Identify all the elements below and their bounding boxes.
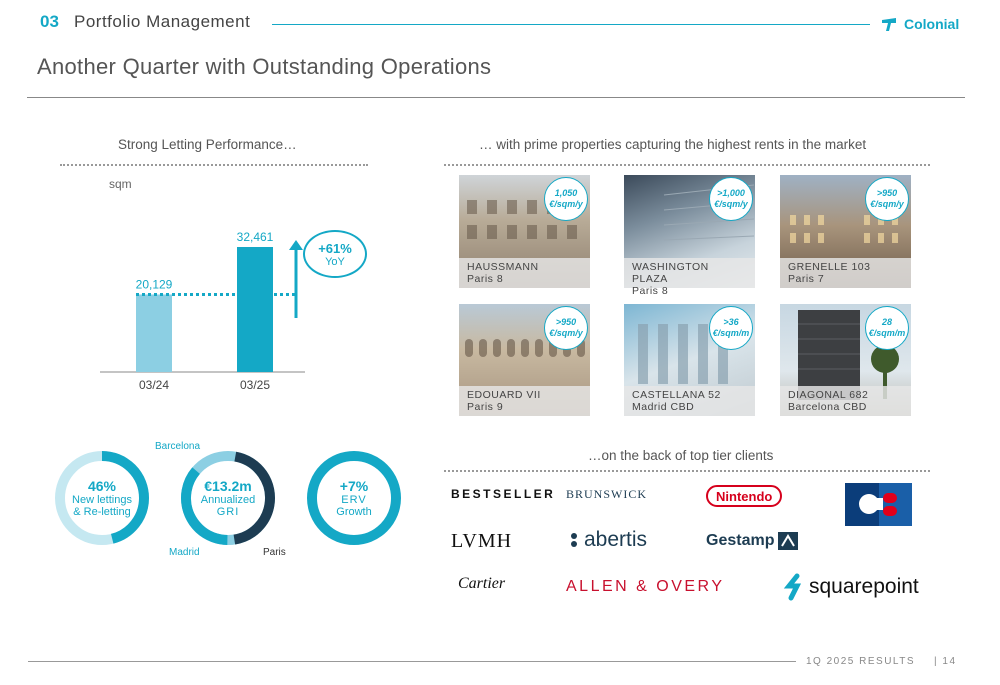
title-rule: [27, 97, 965, 98]
property-caption: [459, 258, 590, 288]
page-title: Another Quarter with Outstanding Operations: [37, 54, 492, 79]
property-name: EDOUARD VII: [467, 389, 541, 401]
letting-heading: Strong Letting Performance…: [118, 137, 297, 152]
client-logo-squarepoint: [785, 574, 919, 600]
erv-value: +7%: [339, 478, 369, 494]
rent-value: >950: [876, 188, 898, 198]
property-location: Paris 9: [467, 401, 504, 413]
property-photo-castellana: [624, 304, 755, 416]
rent-unit: €/sqm/y: [549, 328, 583, 338]
client-logo-bestseller: BESTSELLER: [451, 487, 556, 501]
growth-value: +61%: [318, 240, 352, 256]
property-name: WASHINGTON PLAZA: [632, 261, 709, 285]
rent-unit: €/sqm/y: [549, 199, 583, 209]
category-label: 03/24: [138, 378, 170, 392]
city-paris: Paris: [263, 547, 286, 558]
gri-label-2: GRI: [216, 506, 240, 518]
bar-value-label: 32,461: [236, 230, 274, 244]
dotted-divider: [444, 470, 930, 472]
abertis-text: abertis: [584, 528, 648, 551]
property-photo-washington-plaza: [624, 175, 755, 297]
client-logo-gestamp: [706, 532, 798, 550]
lettings-value: 46%: [87, 478, 117, 494]
rent-badge: [544, 177, 588, 221]
colonial-logo: [880, 14, 959, 34]
property-photo-haussmann: [459, 175, 590, 288]
client-logo-allen-overy: ALLEN & OVERY: [566, 578, 725, 595]
city-barcelona: Barcelona: [155, 441, 201, 452]
property-caption: [624, 258, 755, 297]
property-location: Madrid CBD: [632, 401, 695, 413]
rent-value: >950: [555, 317, 577, 327]
lettings-donut: [50, 450, 154, 546]
property-name: DIAGONAL 682: [788, 389, 869, 401]
erv-label-1: ERV: [341, 494, 367, 506]
section-number: 03: [40, 12, 59, 31]
client-logo-abertis: [568, 528, 647, 552]
rent-unit: €/sqm/m: [712, 328, 750, 338]
bar-03-24: [136, 294, 172, 372]
bar-03-25: [237, 247, 273, 372]
rent-unit: €/sqm/m: [868, 328, 906, 338]
rent-value: >36: [723, 317, 739, 327]
section-title: Portfolio Management: [74, 12, 251, 31]
property-name: HAUSSMANN: [467, 261, 539, 273]
footer-page-number: | 14: [934, 656, 957, 667]
rent-badge: [865, 177, 909, 221]
client-logo-brunswick: BRUNSWICK: [566, 487, 648, 501]
gestamp-text: Gestamp: [706, 532, 775, 549]
cb-card-icon: [845, 483, 912, 526]
rent-value: 28: [881, 317, 892, 327]
gri-value: €13.2m: [204, 478, 252, 494]
erv-donut: [302, 450, 406, 546]
dotted-divider: [444, 164, 930, 166]
rent-badge: [865, 306, 909, 350]
rent-badge: [709, 177, 753, 221]
rent-unit: €/sqm/y: [870, 199, 904, 209]
rent-value: 1,050: [554, 188, 578, 198]
rent-badge: [709, 306, 753, 350]
property-caption: [624, 386, 755, 416]
brand-name: Colonial: [904, 16, 960, 32]
client-logo-cb: [845, 483, 912, 526]
property-photo-edouard: [459, 304, 590, 416]
rent-value: >1,000: [717, 188, 745, 198]
lettings-label-2: & Re-letting: [73, 506, 131, 518]
property-location: Paris 7: [788, 273, 825, 285]
property-photo-grenelle: [780, 175, 911, 288]
footer-report: 1Q 2025 RESULTS: [806, 656, 916, 667]
rent-badge: [544, 306, 588, 350]
squarepoint-icon: [785, 574, 803, 600]
property-location: Paris 8: [467, 273, 504, 285]
bar-value-label: 20,129: [135, 277, 173, 292]
abertis-icon: [568, 532, 580, 548]
squarepoint-text: squarepoint: [809, 575, 919, 598]
colonial-logo-icon: [880, 15, 898, 33]
unit-label: sqm: [109, 177, 132, 191]
property-name: CASTELLANA 52: [632, 389, 721, 401]
property-caption: [780, 386, 911, 416]
growth-badge: [303, 230, 367, 278]
gri-label-1: Annualized: [200, 494, 256, 506]
client-logo-cartier: Cartier: [458, 575, 506, 592]
lettings-label-1: New lettings: [72, 494, 132, 506]
category-label: 03/25: [239, 378, 271, 392]
property-location: Barcelona CBD: [788, 401, 867, 413]
footer-rule: [28, 661, 796, 662]
property-caption: [780, 258, 911, 288]
rent-unit: €/sqm/y: [714, 199, 748, 209]
dotted-divider: [60, 164, 368, 166]
property-name: GRENELLE 103: [788, 261, 871, 273]
properties-heading: … with prime properties capturing the highest rents in the market: [479, 137, 867, 152]
property-caption: [459, 386, 590, 416]
growth-label: YoY: [325, 255, 345, 268]
gestamp-icon: [778, 532, 798, 550]
property-photo-diagonal: [780, 304, 911, 416]
property-location: Paris 8: [632, 285, 669, 297]
client-logo-lvmh: LVMH: [451, 530, 513, 552]
erv-label-2: Growth: [336, 506, 372, 518]
header-rule: [272, 24, 870, 25]
gri-donut: [176, 450, 280, 546]
city-madrid: Madrid: [169, 547, 200, 558]
client-logo-nintendo: Nintendo: [706, 485, 782, 507]
clients-heading: …on the back of top tier clients: [588, 448, 774, 463]
